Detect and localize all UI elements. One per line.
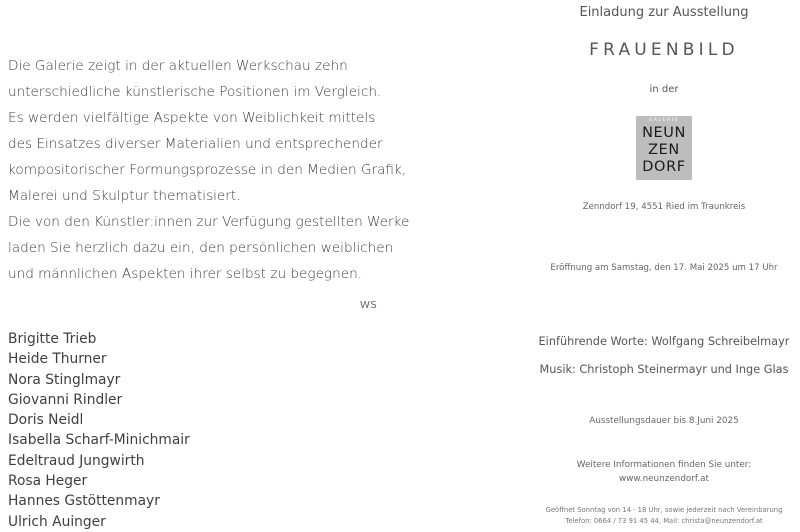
artist-name: Nora Stinglmayr — [8, 371, 121, 388]
in-der-text: in der — [649, 84, 679, 95]
artist-name: Hannes Gstöttenmayr — [8, 493, 160, 510]
logo-line: ZEN — [648, 142, 680, 158]
website-link[interactable]: www.neunzendorf.at — [619, 474, 709, 484]
exhibition-title: FRAUENBILD — [589, 40, 739, 60]
artist-name: Edeltraud Jungwirth — [8, 452, 145, 469]
intro-line: des Einsatzes diverser Materialien und entsprechender — [8, 136, 383, 152]
opening-date: Eröffnung am Samstag, den 17. Mai 2025 um 17 Uhr — [550, 263, 778, 273]
more-info-text: Weitere Informationen finden Sie unter: — [576, 460, 752, 470]
contact-info: Telefon: 0664 / 73 91 45 44, Mail: christa@neunzendorf.at — [565, 517, 763, 525]
author-initials: WS — [360, 300, 378, 311]
artist-list — [8, 329, 190, 532]
exhibition-duration: Ausstellungsdauer bis 8.Juni 2025 — [589, 416, 739, 426]
artist-name: Rosa Heger — [8, 473, 88, 490]
artist-name: Doris Neidl — [8, 412, 84, 429]
artist-name: Isabella Scharf-Minichmair — [8, 432, 190, 449]
invitation-heading: Einladung zur Ausstellung — [579, 5, 749, 20]
intro-line: kompositorischer Formungsprozesse in den Medien Grafik, — [8, 162, 407, 178]
intro-line: Die von den Künstler:innen zur Verfügung gestellten Werke — [8, 214, 410, 230]
intro-text — [8, 53, 410, 287]
gallery-logo — [636, 116, 692, 180]
music-credits: Musik: Christoph Steinermayr und Inge Glas — [539, 363, 789, 376]
intro-line: Es werden vielfältige Aspekte von Weiblichkeit mittels — [8, 110, 376, 126]
intro-line: Malerei und Skulptur thematisiert. — [8, 188, 241, 204]
introductory-words: Einführende Worte: Wolfgang Schreibelmayr — [538, 335, 790, 348]
intro-line: Die Galerie zeigt in der aktuellen Werkschau zehn — [8, 58, 348, 74]
logo-line: NEUN — [642, 125, 686, 141]
artist-name: Ulrich Auinger — [8, 513, 106, 530]
artist-name: Brigitte Trieb — [8, 331, 97, 347]
intro-line: und männlichen Aspekten ihrer selbst zu begegnen. — [8, 266, 363, 282]
intro-line: unterschiedliche künstlerische Positionen im Vergleich. — [8, 84, 382, 100]
gallery-address: Zenndorf 19, 4551 Ried im Traunkreis — [582, 202, 746, 212]
logo-galerie-text: GALERIE — [648, 118, 680, 123]
artist-name: Heide Thurner — [8, 351, 107, 368]
logo-line: DORF — [642, 159, 686, 175]
artist-name: Giovanni Rindler — [8, 391, 123, 408]
opening-hours: Geöffnet Sonntag von 14 - 18 Uhr, sowie jederzeit nach Vereinbarung — [545, 506, 783, 514]
intro-line: laden Sie herzlich dazu ein, den persönlichen weiblichen — [8, 240, 394, 256]
